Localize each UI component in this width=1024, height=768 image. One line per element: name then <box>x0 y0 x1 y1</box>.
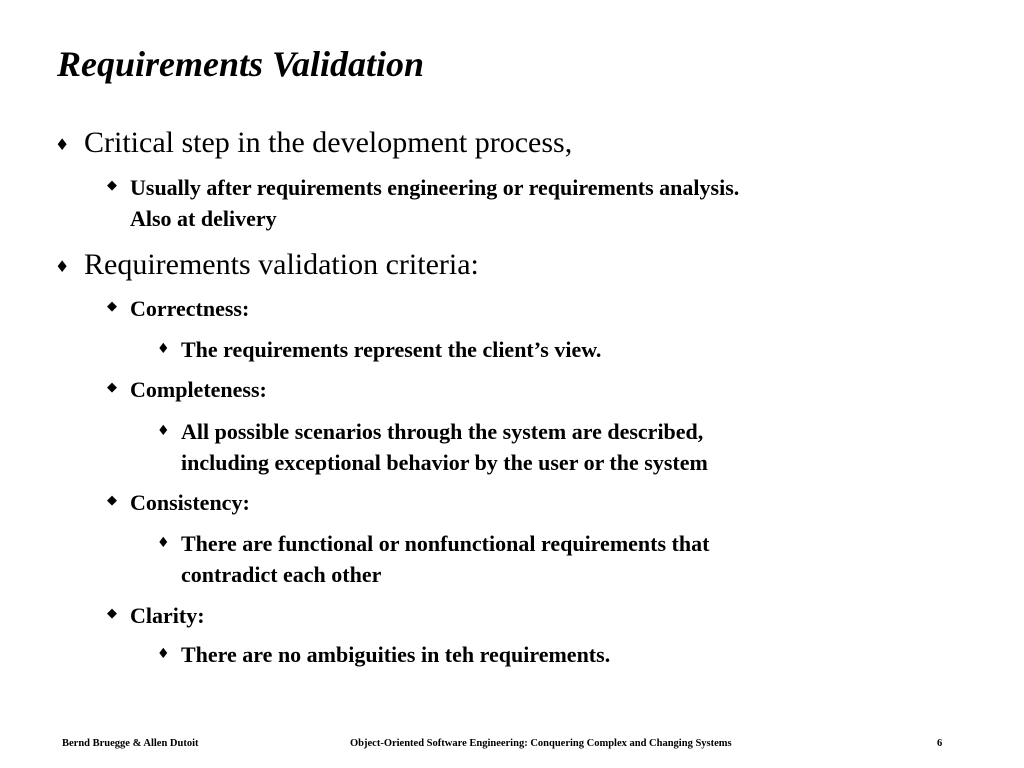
slide-title: Requirements Validation <box>57 44 425 84</box>
bullet-text: Critical step in the development process, <box>84 126 573 159</box>
subbullet-text: Consistency: <box>130 490 250 515</box>
diamond-bullet-icon: ◆ <box>107 606 117 621</box>
detail-text: There are no ambiguities in teh requirements. <box>181 642 611 667</box>
detail-text-continued: contradict each other <box>181 562 382 587</box>
detail-text: There are functional or nonfunctional requirements that <box>181 531 710 556</box>
subbullet-text: Usually after requirements engineering or requirements analysis. <box>130 175 740 200</box>
footer-book-title: Object-Oriented Software Engineering: Conquering Complex and Changing Systems <box>350 738 732 749</box>
diamond-bullet-icon: ♦ <box>157 423 170 439</box>
diamond-bullet-icon: ◆ <box>107 299 117 314</box>
diamond-bullet-icon: ♦ <box>157 341 170 357</box>
detail-text: All possible scenarios through the system are described, <box>181 419 704 444</box>
diamond-bullet-icon: ◆ <box>107 178 117 193</box>
subbullet-text-continued: Also at delivery <box>130 206 277 231</box>
diamond-bullet-icon: ♦ <box>157 646 170 662</box>
diamond-bullet-icon: ♦ <box>157 535 170 551</box>
subbullet-text: Completeness: <box>130 377 267 402</box>
diamond-bullet-icon: ◆ <box>107 380 117 395</box>
detail-text-continued: including exceptional behavior by the user or the system <box>181 450 708 475</box>
footer-page-number: 6 <box>937 738 943 749</box>
detail-text: The requirements represent the client’s view. <box>181 337 602 362</box>
footer-authors: Bernd Bruegge & Allen Dutoit <box>62 738 199 749</box>
bullet-text: Requirements validation criteria: <box>84 248 479 281</box>
diamond-bullet-icon: ◆ <box>107 493 117 508</box>
diamond-bullet-icon: ♦ <box>55 135 70 154</box>
subbullet-text: Correctness: <box>130 296 250 321</box>
subbullet-text: Clarity: <box>130 603 205 628</box>
diamond-bullet-icon: ♦ <box>55 257 70 276</box>
